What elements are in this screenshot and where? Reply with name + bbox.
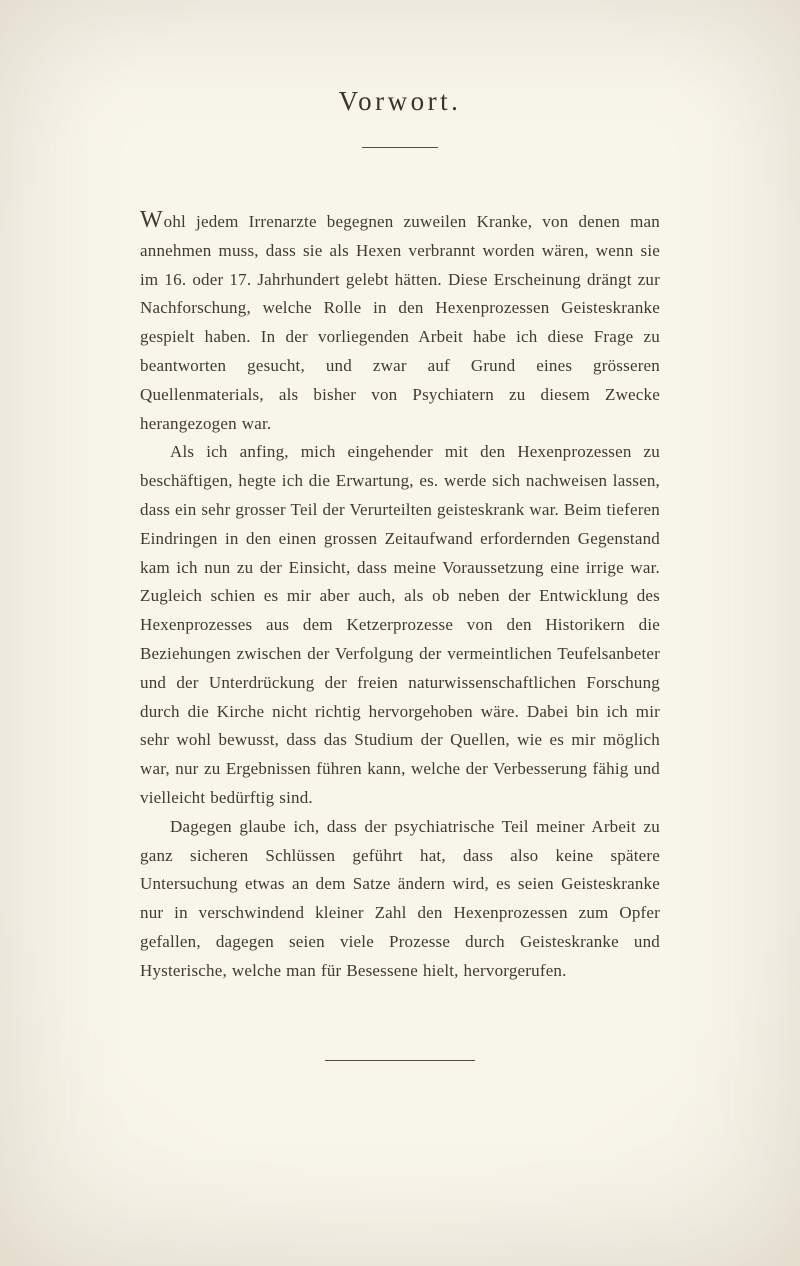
preface-text [140, 206, 660, 986]
paragraph-2: Als ich anfing, mich eingehender mit den Hexenprozessen zu beschäftigen, hegte ich die Erwartung, es. werde sich nachweisen lassen, dass ein sehr grosser Teil der Verurteilten geisteskrank war. Beim tieferen Eindringen in den einen grossen Zeitaufwand erfordernden Gegenstand kam ich nun zu der Einsicht, dass meine Voraussetzung eine irrige war. Zugleich schien es mir aber auch, als ob neben der Entwicklung des Hexenprozesses aus dem Ketzerprozesse von den Historikern die Beziehungen zwischen der Verfolgung der vermeintlichen Teufelsanbeter und der Unterdrückung der freien naturwissenschaftlichen Forschung durch die Kirche nicht richtig hervorgehoben wäre. Dabei bin ich mir sehr wohl bewusst, dass das Studium der Quellen, wie es mir möglich war, nur zu Ergebnissen führen kann, welche der Verbesserung fähig und vielleicht bedürftig sind. [140, 442, 660, 807]
bottom-divider [325, 1060, 475, 1061]
paragraph-3: Dagegen glaube ich, dass der psychiatrische Teil meiner Arbeit zu ganz sicheren Schlüssen geführt hat, dass also keine spätere Untersuchung etwas an dem Satze ändern wird, es seien Geisteskranke nur in verschwindend kleiner Zahl den Hexenprozessen zum Opfer gefallen, dagegen seien viele Prozesse durch Geisteskranke und Hysterische, welche man für Besessene hielt, hervorgerufen. [140, 816, 660, 980]
title-divider [362, 147, 438, 148]
paragraph-1: Wohl jedem Irrenarzte begegnen zuweilen Kranke, von denen man annehmen muss, dass sie als Hexen verbrannt worden wären, wenn sie im 16. oder 17. Jahrhundert gelebt hätten. Diese Erscheinung drängt zur Nachforschung, welche Rolle in den Hexenprozessen Geisteskranke gespielt haben. In der vorliegenden Arbeit habe ich diese Frage zu beantworten gesucht, und zwar auf Grund eines grösseren Quellenmaterials, als bisher von Psychiatern zu diesem Zwecke herangezogen war. [140, 207, 660, 433]
page-title: Vorwort. [338, 86, 462, 116]
